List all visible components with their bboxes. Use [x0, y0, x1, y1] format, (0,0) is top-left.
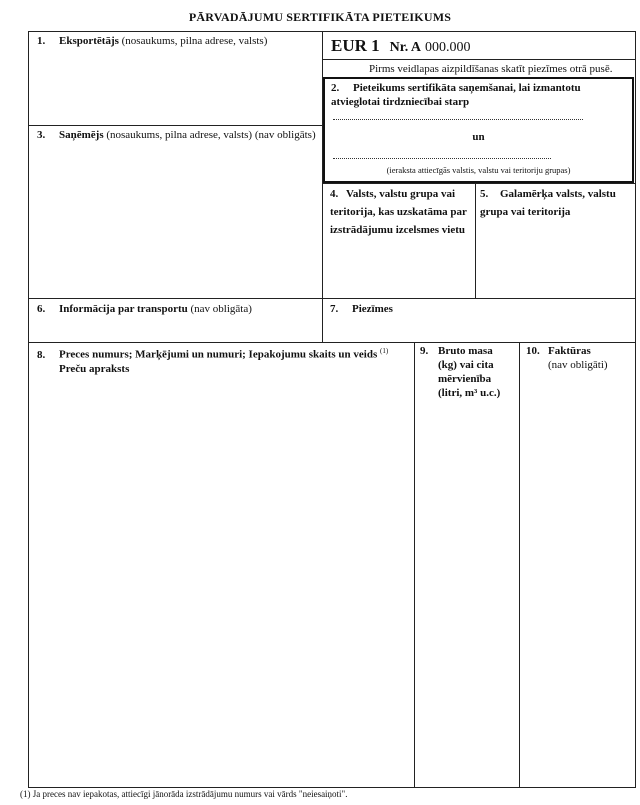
divider-4-5	[475, 183, 476, 299]
field-title: Pieteikums sertifikāta saņemšanai, lai izmantotu atvieglotai tirdzniecībai starp	[331, 82, 581, 108]
field-number: 7.	[330, 303, 339, 315]
footnote-marker: (1)	[379, 347, 389, 355]
field-title: Valsts, valstu grupa vai teritorija, kas uzskatāma par izstrādājumu izcelsmes vietu	[330, 188, 467, 236]
country-line-1	[333, 119, 583, 120]
field-number: 10.	[526, 345, 540, 357]
field-number: 3.	[37, 129, 46, 141]
eur-header	[331, 36, 471, 56]
field-title: Galamērķa valsts, valstu grupa vai teritorija	[480, 188, 616, 218]
field-2-hint: (ieraksta attiecīgās valstis, valstu vai teritoriju grupas)	[386, 165, 571, 175]
field-2-application[interactable]	[323, 77, 634, 183]
field-10-invoices[interactable]	[526, 344, 634, 372]
page-title: PĀRVADĀJUMU SERTIFIKĀTA PIETEIKUMS	[188, 10, 452, 24]
field-title: Faktūras	[548, 345, 591, 357]
field-3-consignee[interactable]	[37, 128, 317, 142]
nr-label: Nr. A	[389, 40, 422, 55]
divider-row-6-7	[29, 298, 636, 299]
divider-4-5-top	[322, 183, 636, 184]
field-1-exporter[interactable]	[37, 34, 317, 48]
field-subtitle: (nosaukums, pilna adrese, valsts)	[121, 35, 268, 47]
field-6-transport[interactable]	[37, 302, 317, 316]
field-title: Saņēmējs	[59, 129, 104, 141]
divider-row-8	[29, 342, 636, 343]
footnote: (1) Ja preces nav iepakotas, attiecīgi jānorāda izstrādājumu numurs vai vārds "neiesaiņoti".	[20, 789, 348, 799]
field-9-gross-mass[interactable]	[420, 344, 516, 400]
instructions-note: Pirms veidlapas aizpildīšanas skatīt piezīmes otrā pusē.	[369, 63, 613, 75]
field-title: Piezīmes	[352, 303, 393, 315]
field-number: 1.	[37, 35, 46, 47]
field-number: 2.	[331, 82, 340, 94]
field-4-origin[interactable]	[330, 185, 472, 239]
field-8-goods[interactable]	[37, 344, 412, 376]
field-5-destination[interactable]	[480, 185, 634, 221]
divider-9-10	[519, 342, 520, 788]
field-number: 6.	[37, 303, 46, 315]
field-number: 4.	[330, 188, 339, 200]
divider-under-eur	[322, 59, 636, 60]
field-7-remarks[interactable]	[330, 302, 630, 316]
field-subtitle: (nosaukums, pilna adrese, valsts) (nav obligāts)	[106, 129, 316, 141]
divider-1-3	[29, 125, 323, 126]
field-subtitle: (nav obligāti)	[548, 359, 608, 371]
certificate-form	[28, 31, 636, 788]
field-title: Eksportētājs	[59, 35, 119, 47]
field-title: Bruto masa (kg) vai cita mērvienība (litri, m³ u.c.)	[438, 345, 501, 399]
country-line-2	[333, 158, 551, 159]
field-number: 5.	[480, 188, 489, 200]
certificate-number: 000.000	[425, 40, 471, 55]
divider-8-9	[414, 342, 415, 788]
field-title: Preces numurs; Marķējumi un numuri; Iepakojumu skaits un veids	[59, 348, 378, 361]
field-number: 9.	[420, 345, 429, 357]
eur-label: EUR 1	[331, 36, 380, 55]
field-number: 8.	[37, 348, 46, 361]
field-subtitle: (nav obligāta)	[190, 303, 252, 315]
field-title: Informācija par transportu	[59, 303, 188, 315]
field-title-2: Preču apraksts	[59, 362, 130, 375]
and-label: un	[472, 131, 485, 143]
